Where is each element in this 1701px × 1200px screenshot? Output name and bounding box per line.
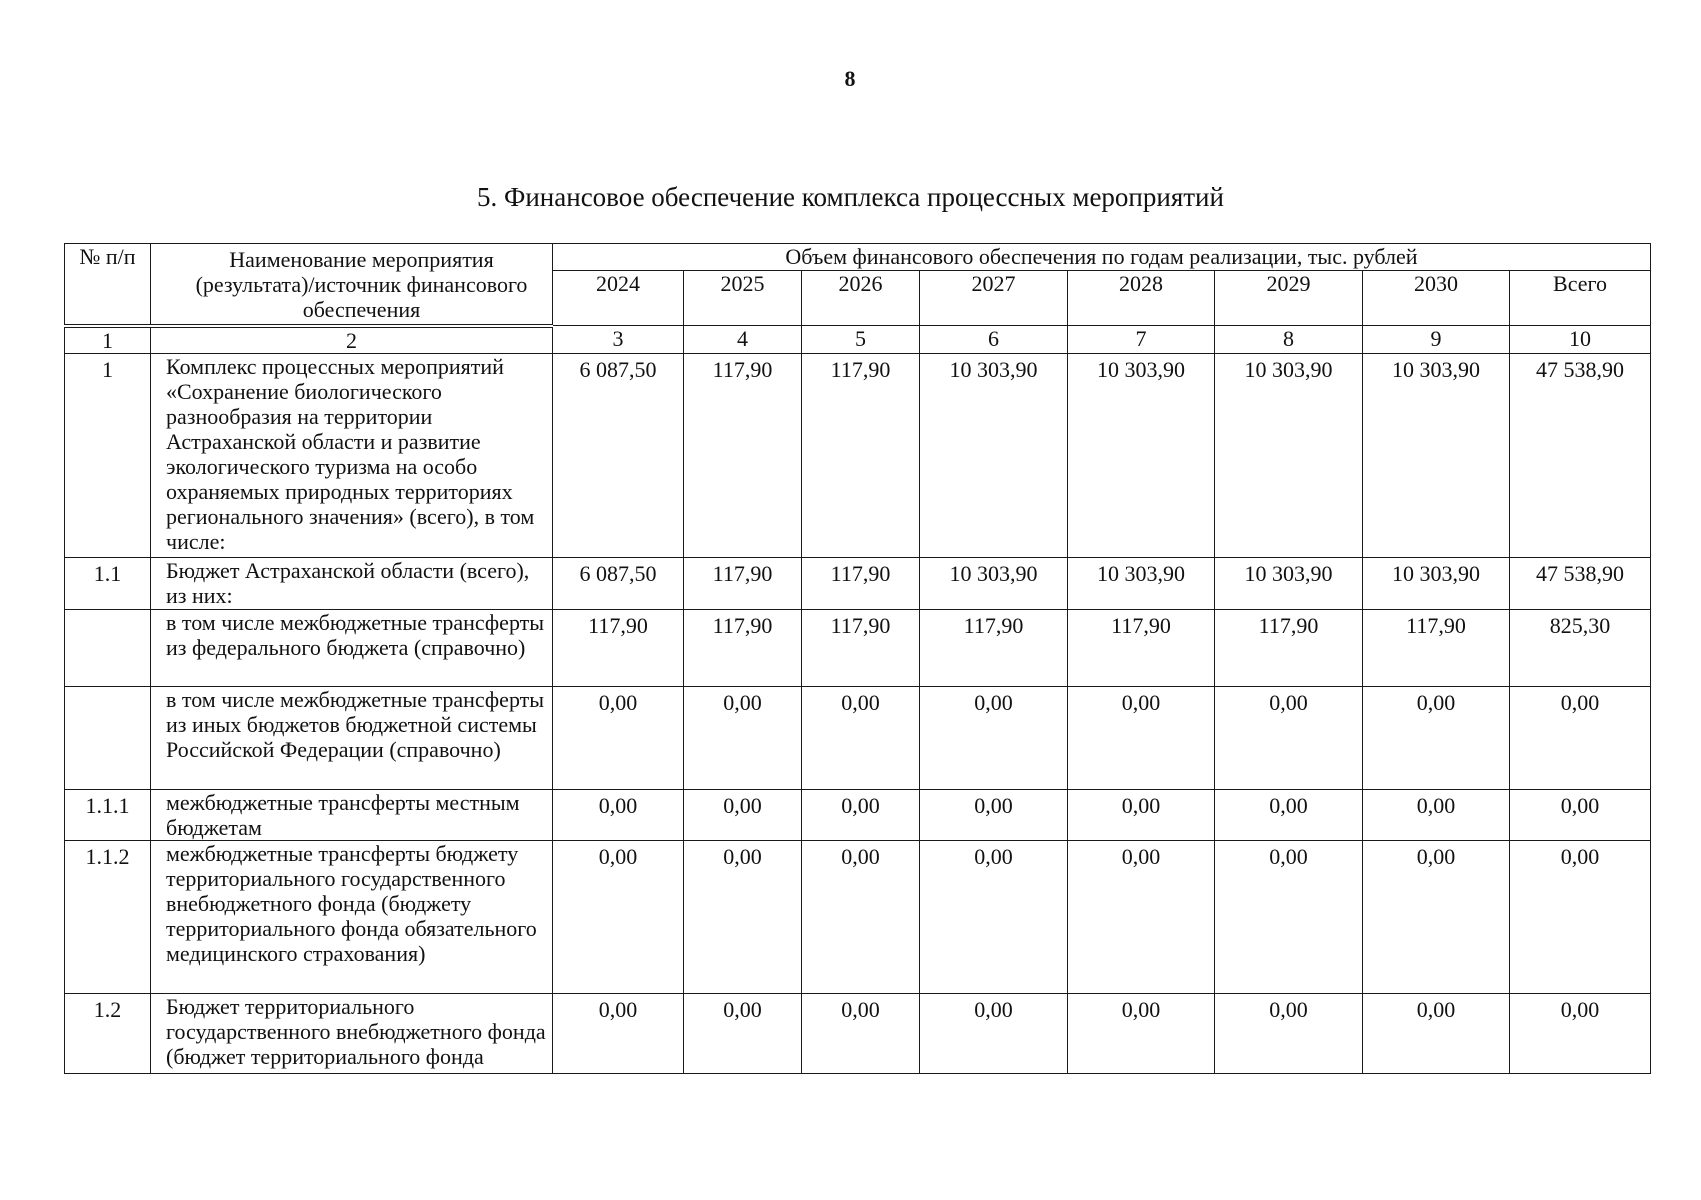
row-name: в том числе межбюджетные трансферты из иных бюджетов бюджетной системы Российской Федерации (справочно) (151, 686, 553, 789)
row-value-2028: 10 303,90 (1068, 353, 1215, 557)
column-index-3: 4 (684, 326, 802, 354)
column-index-2: 3 (553, 326, 684, 354)
row-value-2030: 0,00 (1363, 840, 1510, 993)
row-value-2029: 0,00 (1215, 789, 1363, 840)
row-name: межбюджетные трансферты бюджету территориального государственного внебюджетного фонда (бюджету территориального фонда обязательного медицинского страхования) (151, 840, 553, 993)
table-row (65, 789, 1651, 840)
row-value-2025: 0,00 (684, 686, 802, 789)
row-value-2028: 0,00 (1068, 789, 1215, 840)
row-value-2027: 0,00 (920, 993, 1068, 1073)
row-value-2028: 0,00 (1068, 840, 1215, 993)
row-number: 1.1.1 (65, 789, 151, 840)
row-value-2027: 0,00 (920, 840, 1068, 993)
header-col-num: № п/п (65, 244, 151, 326)
header-year-0: 2024 (553, 271, 684, 326)
row-number: 1 (65, 353, 151, 557)
column-index-6: 7 (1068, 326, 1215, 354)
header-year-3: 2027 (920, 271, 1068, 326)
column-index-1: 2 (151, 326, 553, 354)
row-value-Всего: 0,00 (1510, 686, 1651, 789)
row-value-2025: 117,90 (684, 557, 802, 609)
row-value-2027: 0,00 (920, 686, 1068, 789)
row-value-2029: 10 303,90 (1215, 557, 1363, 609)
section-title: 5. Финансовое обеспечение комплекса процессных мероприятий (477, 182, 1224, 212)
row-value-2030: 117,90 (1363, 609, 1510, 686)
row-value-Всего: 825,30 (1510, 609, 1651, 686)
row-value-2024: 0,00 (553, 840, 684, 993)
row-value-2028: 0,00 (1068, 686, 1215, 789)
row-number (65, 686, 151, 789)
row-value-2030: 10 303,90 (1363, 353, 1510, 557)
row-value-2026: 0,00 (802, 993, 920, 1073)
row-value-2024: 0,00 (553, 686, 684, 789)
row-value-2025: 0,00 (684, 840, 802, 993)
row-value-2026: 117,90 (802, 609, 920, 686)
row-value-2026: 117,90 (802, 557, 920, 609)
row-value-Всего: 0,00 (1510, 840, 1651, 993)
row-value-2030: 10 303,90 (1363, 557, 1510, 609)
header-col-name: Наименование мероприятия (результата)/источник финансового обеспечения (151, 244, 553, 326)
row-value-2027: 0,00 (920, 789, 1068, 840)
row-value-2026: 117,90 (802, 353, 920, 557)
row-value-Всего: 47 538,90 (1510, 353, 1651, 557)
header-year-7: Всего (1510, 271, 1651, 326)
row-value-Всего: 0,00 (1510, 993, 1651, 1073)
row-value-2025: 117,90 (684, 609, 802, 686)
row-value-2024: 0,00 (553, 789, 684, 840)
row-value-2029: 0,00 (1215, 993, 1363, 1073)
row-value-2030: 0,00 (1363, 686, 1510, 789)
row-name: Бюджет территориального государственного внебюджетного фонда (бюджет территориального фонда (151, 993, 553, 1073)
row-number (65, 609, 151, 686)
column-index-5: 6 (920, 326, 1068, 354)
row-value-2030: 0,00 (1363, 993, 1510, 1073)
row-value-2025: 0,00 (684, 993, 802, 1073)
row-value-2025: 117,90 (684, 353, 802, 557)
row-value-2029: 0,00 (1215, 840, 1363, 993)
row-value-2027: 117,90 (920, 609, 1068, 686)
table-row (65, 993, 1651, 1073)
row-value-2024: 117,90 (553, 609, 684, 686)
row-value-2029: 117,90 (1215, 609, 1363, 686)
header-year-1: 2025 (684, 271, 802, 326)
row-name: межбюджетные трансферты местным бюджетам (151, 789, 553, 840)
row-value-2027: 10 303,90 (920, 353, 1068, 557)
row-value-2027: 10 303,90 (920, 557, 1068, 609)
table-row (65, 686, 1651, 789)
header-group: Объем финансового обеспечения по годам реализации, тыс. рублей (553, 244, 1651, 271)
row-value-2024: 0,00 (553, 993, 684, 1073)
row-value-2025: 0,00 (684, 789, 802, 840)
header-year-5: 2029 (1215, 271, 1363, 326)
column-index-7: 8 (1215, 326, 1363, 354)
page-number: 8 (844, 66, 856, 91)
column-index-0: 1 (65, 326, 151, 354)
column-index-row (65, 326, 1651, 354)
table-row (65, 609, 1651, 686)
header-year-6: 2030 (1363, 271, 1510, 326)
column-index-9: 10 (1510, 326, 1651, 354)
row-number: 1.1.2 (65, 840, 151, 993)
row-value-2030: 0,00 (1363, 789, 1510, 840)
table-row (65, 840, 1651, 993)
table-row (65, 557, 1651, 609)
row-name: Бюджет Астраханской области (всего), из них: (151, 557, 553, 609)
row-name: Комплекс процессных мероприятий «Сохранение биологического разнообразия на территории Астраханской области и развитие экологического туризма на особо охраняемых природных территориях регионального значения» (всего), в том числе: (151, 353, 553, 557)
row-value-2028: 117,90 (1068, 609, 1215, 686)
row-value-2026: 0,00 (802, 686, 920, 789)
header-year-4: 2028 (1068, 271, 1215, 326)
column-index-4: 5 (802, 326, 920, 354)
row-value-Всего: 47 538,90 (1510, 557, 1651, 609)
header-year-2: 2026 (802, 271, 920, 326)
header-row-1 (65, 244, 1651, 271)
row-name: в том числе межбюджетные трансферты из федерального бюджета (справочно) (151, 609, 553, 686)
row-number: 1.2 (65, 993, 151, 1073)
row-value-2028: 0,00 (1068, 993, 1215, 1073)
row-value-2026: 0,00 (802, 789, 920, 840)
row-value-2028: 10 303,90 (1068, 557, 1215, 609)
financing-table (64, 243, 1651, 1074)
row-value-2024: 6 087,50 (553, 353, 684, 557)
row-value-2024: 6 087,50 (553, 557, 684, 609)
row-value-2029: 0,00 (1215, 686, 1363, 789)
column-index-8: 9 (1363, 326, 1510, 354)
row-value-2029: 10 303,90 (1215, 353, 1363, 557)
row-value-2026: 0,00 (802, 840, 920, 993)
table-row (65, 353, 1651, 557)
row-number: 1.1 (65, 557, 151, 609)
row-value-Всего: 0,00 (1510, 789, 1651, 840)
